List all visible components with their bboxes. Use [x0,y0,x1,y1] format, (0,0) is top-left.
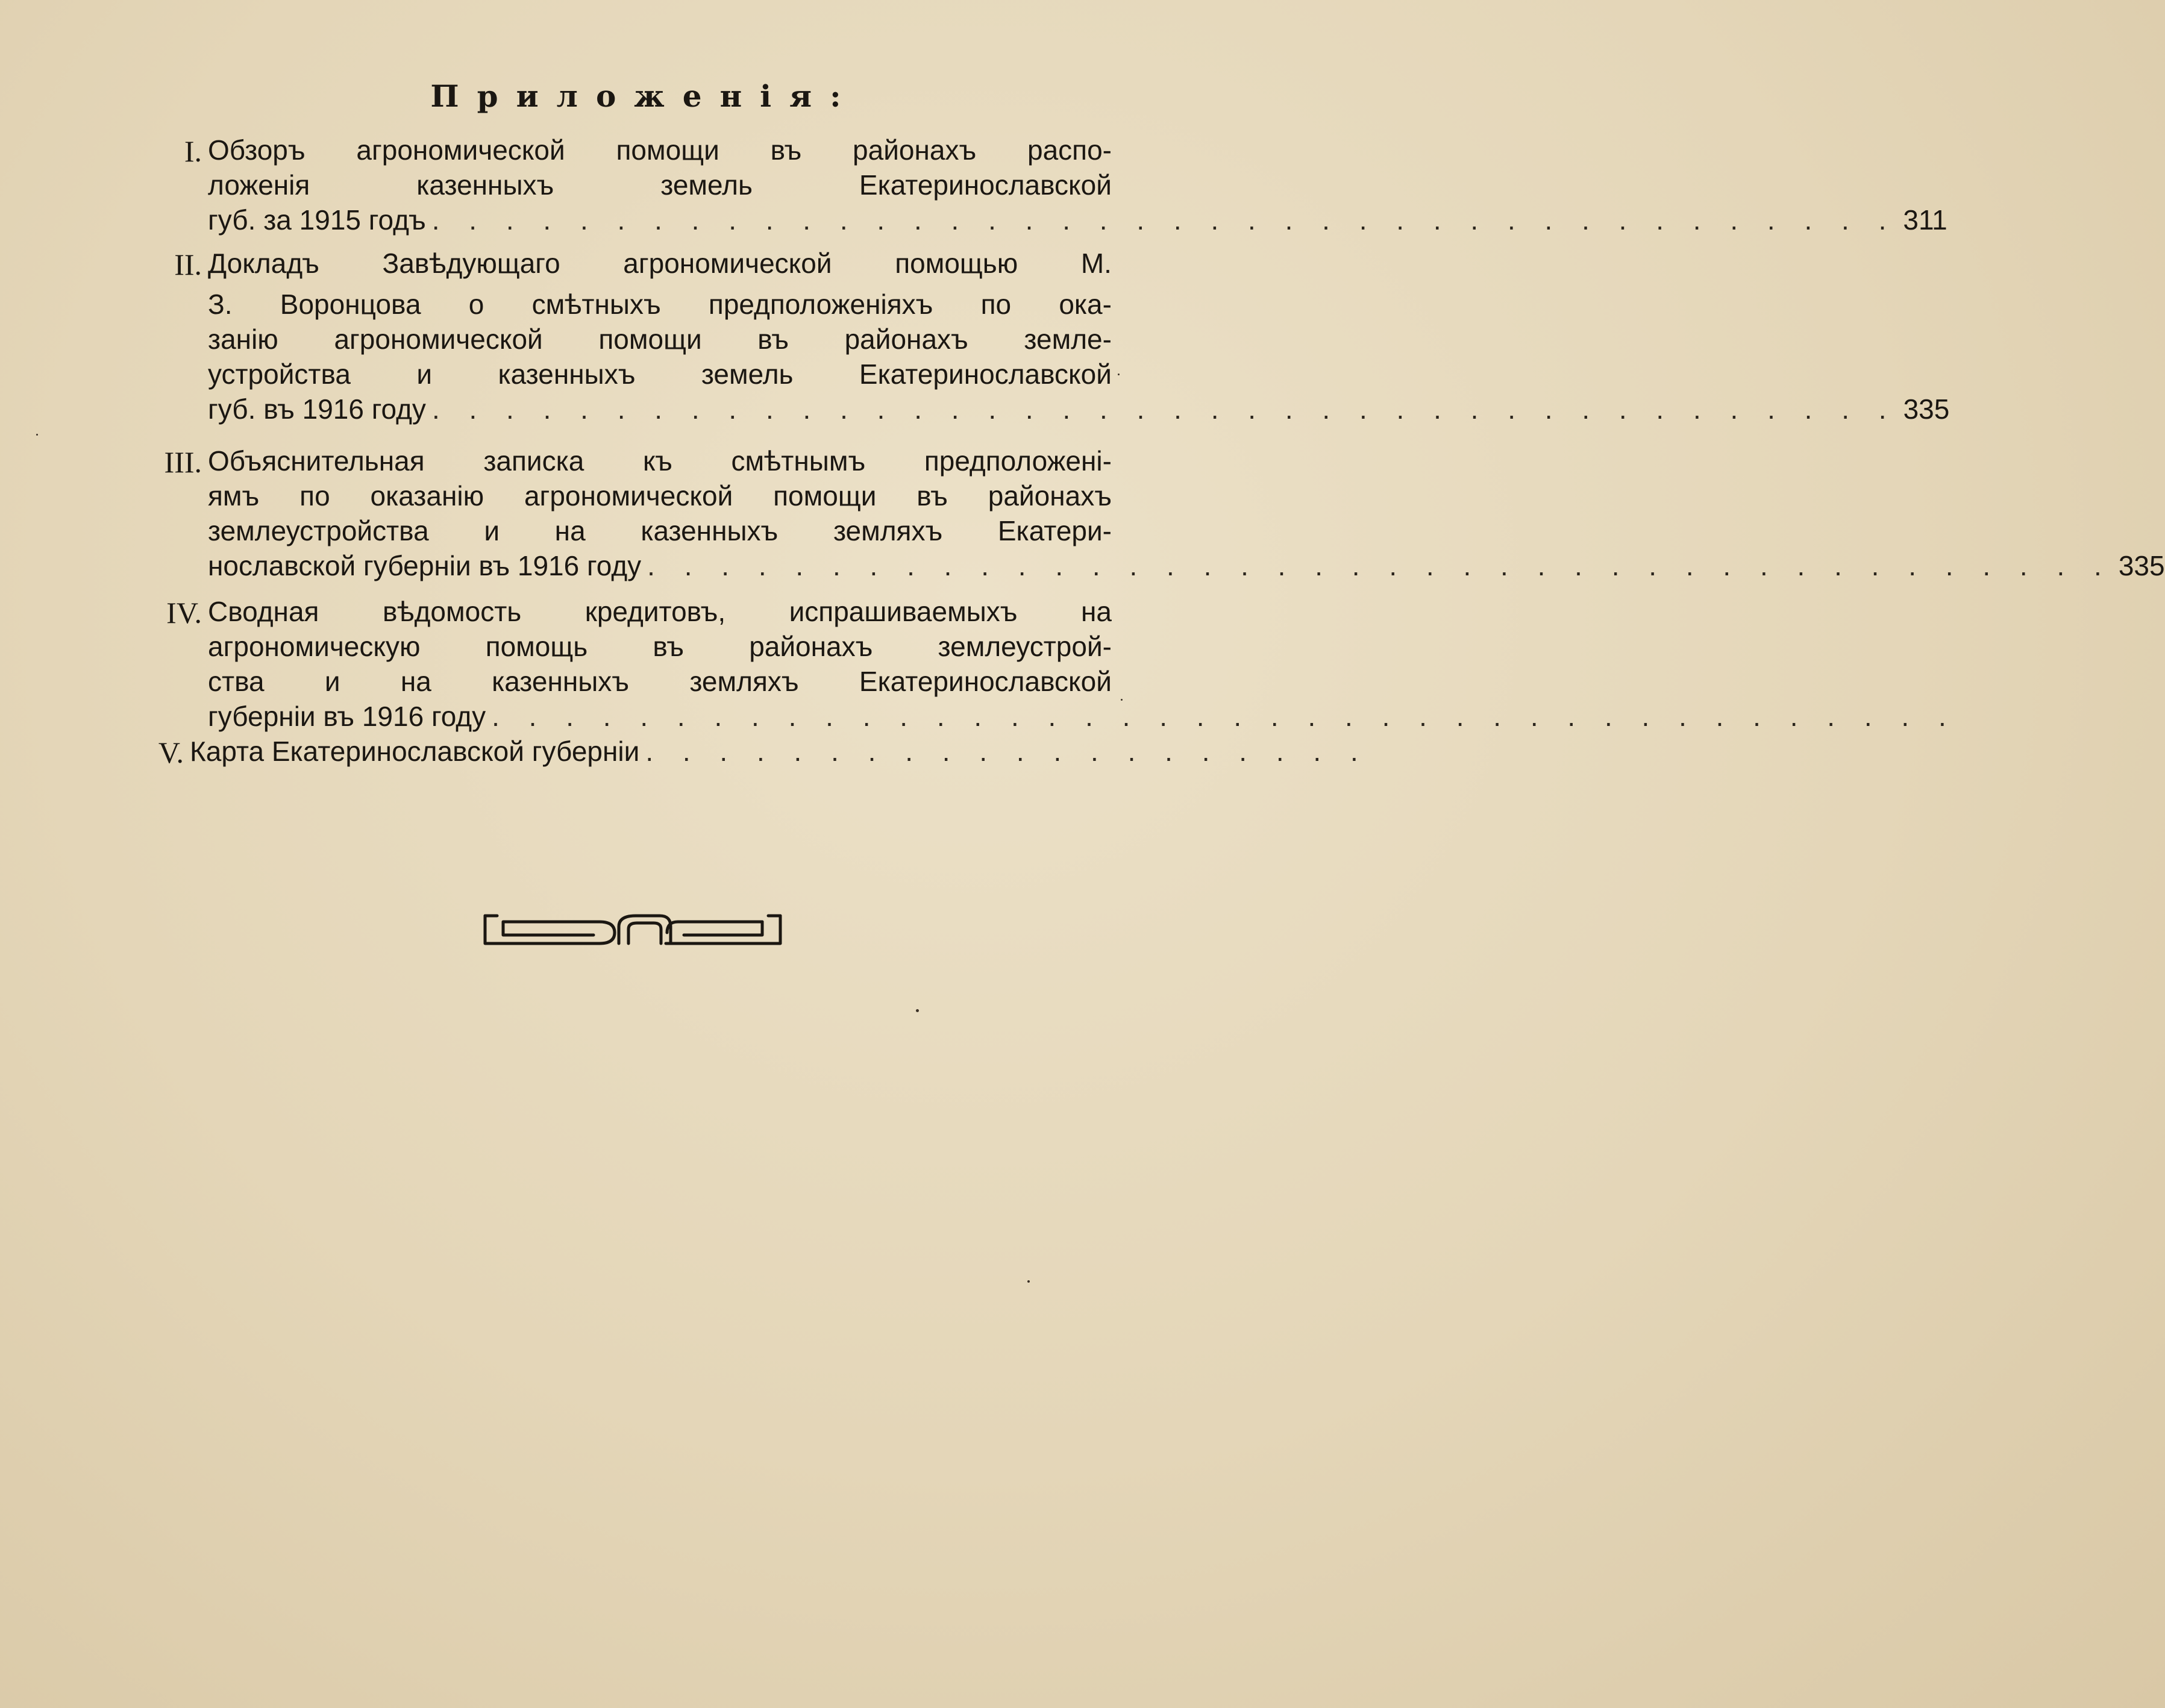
entry-line: губ. за 1915 годъ [208,204,426,236]
page-number: 335 [1903,393,1950,425]
leader-dots: . . . . . . . . . . . . . . . . . . . . . . . . . . . . . . . . . . . . . . . . [647,550,2113,581]
leader-dots: . . . . . . . . . . . . . . . . . . . . . . . . . . . . . . . . . . . . . . . . [431,204,1897,236]
entry-last-line [208,700,1957,735]
entry-last-line [190,735,1369,770]
entry-last-line [208,393,1950,428]
entry-line: З. Воронцова о смѣтныхъ предположеніяхъ по ока- [208,289,1112,320]
entry-line: Карта Екатеринославской губерніи [190,736,640,767]
page-title: Приложенія: [430,78,859,114]
leader-dots: . . . . . . . . . . . . . . . . . . . . [645,736,1369,767]
entry-line: губерніи въ 1916 году [208,701,486,732]
page-number: 311 [1903,204,1947,236]
paper-speck [36,434,38,436]
entry-text [208,595,1957,735]
ornament-icon [479,909,786,951]
leader-dots: . . . . . . . . . . . . . . . . . . . . . . . . . . . . . . . . . . . . . . . . [492,701,1957,732]
entry-line: агрономическую помощь въ районахъ землеустрой- [208,631,1112,662]
entry-line: землеустройства и на казенныхъ земляхъ Екатери- [208,515,1112,546]
paper-speck [1121,699,1123,701]
entry-last-line [208,549,2165,584]
entry-line: губ. въ 1916 году [208,393,426,425]
entry-line: ложенія казенныхъ земель Екатеринославской [208,169,1112,201]
entry-number: III. [164,445,202,479]
entry-text [208,445,2165,584]
entry-line: нославской губерніи въ 1916 году [208,550,642,581]
entry-line: Обзоръ агрономической помощи въ районахъ распо- [208,134,1112,166]
entry-line: Сводная вѣдомость кредитовъ, испрашиваемыхъ на [208,596,1112,627]
paper-speck [916,1009,919,1012]
paper-speck [1027,1280,1030,1283]
entry-last-line [208,204,1947,239]
entry-line: Докладъ Завѣдующаго агрономической помощью М. [208,248,1112,279]
entry-line: ямъ по оказанію агрономической помощи въ районахъ [208,480,1112,511]
entry-text [190,735,1369,770]
entry-number: I. [184,134,202,168]
entry-line: занію агрономической помощи въ районахъ земле- [208,324,1112,355]
entry-number: V. [158,736,184,769]
entry-number: IV. [166,596,202,630]
leader-dots: . . . . . . . . . . . . . . . . . . . . . . . . . . . . . . . . . . . . . . . . [431,393,1897,425]
entry-line: Объяснительная записка къ смѣтнымъ предположені- [208,445,1112,477]
entry-text [208,247,1950,428]
entry-line: ства и на казенныхъ земляхъ Екатеринославской [208,666,1112,697]
entry-number: II. [174,248,202,281]
entry-text [208,134,1947,239]
paper-speck [1118,374,1120,375]
page-number: 335 [2118,550,2165,581]
entry-line: устройства и казенныхъ земель Екатеринославской [208,358,1112,390]
